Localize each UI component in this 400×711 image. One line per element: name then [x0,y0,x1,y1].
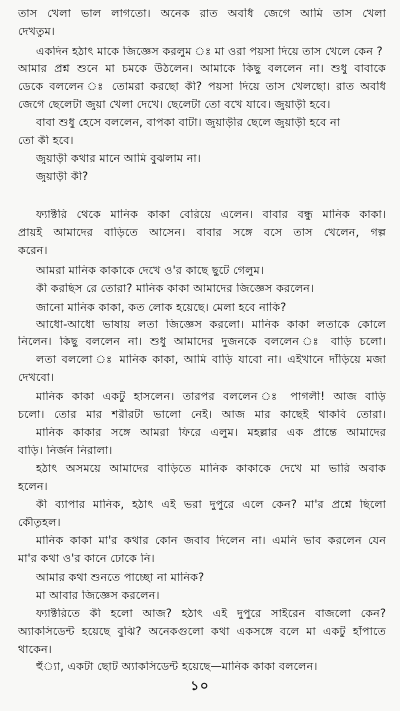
text-line: মানিক কাকা একটু হাসলেন। তারপর বললেন ঃ পাগলী! আজ বাড়ি [36,391,386,403]
text-line: মানিক কাকার সঙ্গে আমরা ফিরে এলুম। মহল্লার এক প্রান্তে আমাদের [36,427,386,439]
text-line: হলেন। [18,481,48,493]
text-line: চলো। তোর মার শরীরটা ভালো নেই। আজ মার কাছেই থাকবি তোরা। [18,409,386,421]
text-line: তো কী হবে। [18,135,74,147]
text-line: দেখতুম। [18,26,55,38]
text-line: জুয়াড়ী কথার মানে আমি বুঝলাম না। [36,153,201,165]
text-line: দেখবো। [18,372,55,384]
text-line: আমার কথা শুনতে পাচ্ছো না মানিক? [36,572,205,584]
text-line: নিলেন। কিছু বললেন না। শুধু আমাদের দুজনকে বললেন ঃ বাড়ি চলো। [18,336,386,348]
text-line: করেন। [18,245,48,257]
text-line: আমরা মানিক কাকাকে দেখে ও'র কাছে ছুটে গেলুম। [36,265,264,277]
text-line: মা'র কথা ও'র কানে ঢোকে নি। [18,553,155,565]
text-line: হুঁ্যা, একটা ছোট অ্যাকসিডেন্ট হয়েছে—মানিক কাকা বললেন। [36,661,318,673]
text-line: তাস খেলা ভাল লাগতো। অনেক রাত অবধি জেগে আমি তাস খেলা [18,8,386,20]
text-line: জেগে ছেলেটা জুয়া খেলা দেখে। ছেলেটা তো বখে যাবে। জুয়াড়ী হবে। [18,99,331,111]
text-line: ডেকে বললেন ঃ তোমরা করছো কী? পয়সা দিয়ে তাস খেলছো। রাত অবধি [18,81,386,93]
text-line: জানো মানিক কাকা, কত লোক হয়েছে। মেলা হবে নাকি? [36,302,287,314]
text-line: একদিন হঠাৎ মাকে জিজ্ঞেস করলুম ঃ মা ওরা পয়সা দিয়ে তাস খেলে কেন ? [36,46,383,58]
text-line: মা আবার জিজ্ঞেস করলেন। [36,590,160,602]
text-line: কৌতূহল। [18,517,61,529]
text-line: বাড়ি। নির্জন নিরালা। [18,445,113,457]
text-line: বাবা শুধু হেসে বললেন, বাপকা বাটা। জুয়াড়ীর ছেলে জুয়াড়ী হবে না [36,117,341,129]
page-number: ১০ [190,679,210,694]
text-line: আমার প্রশ্ন শুনে মা চমকে উঠলেন। আমাকে কিছু বললেন না। শুধু বাবাকে [18,63,386,75]
text-line: আধো-আধো ভাষায় লতা জিজ্ঞেস করলো। মানিক কাকা লতাকে কোলে [36,319,386,331]
text-line: ফ্যাক্টরিতে কী হলো আজ? হঠাৎ এই দুপুরে সাইরেন বাজলো কেন? [36,608,386,620]
text-line: হঠাৎ অসময়ে আমাদের বাড়িতে মানিক কাকাকে দেখে মা ভারি অবাক [36,463,386,475]
text-line: অ্যাকসিডেন্ট হয়েছে বুঝি? অনেকগুলো কথা একসঙ্গে বলে মা একটু হাঁপাতে [18,626,386,638]
text-line: জুয়াড়ী কী? [36,171,89,183]
text-line: থাকেন। [18,644,52,656]
text-line: কী করছিস রে তোরা? মানিক কাকা আমাদের জিজ্ঞেস করলেন। [36,283,315,295]
text-line: কী ব্যাপার মানিক, হঠাৎ এই ভরা দুপুরে এলে কেন? মা'র প্রশ্নে ছিলো [36,499,386,511]
text-line: লতা বললো ঃ মানিক কাকা, আমি বাড়ি যাবো না। এইখানে দাঁড়িয়ে মজা [36,354,386,366]
text-line: মানিক কাকা মা'র কথার কোন জবাব দিলেন না। এমনি ভাব করলেন যেন [36,535,386,547]
text-line: ফ্যাক্টরি থেকে মানিক কাকা বেরিয়ে এলেন। বাবার বন্ধু মানিক কাকা। [36,209,386,221]
text-line: প্রায়ই আমাদের বাড়িতে আসেন। বাবার সঙ্গে বসে তাস খেলেন, গল্প [18,227,386,239]
